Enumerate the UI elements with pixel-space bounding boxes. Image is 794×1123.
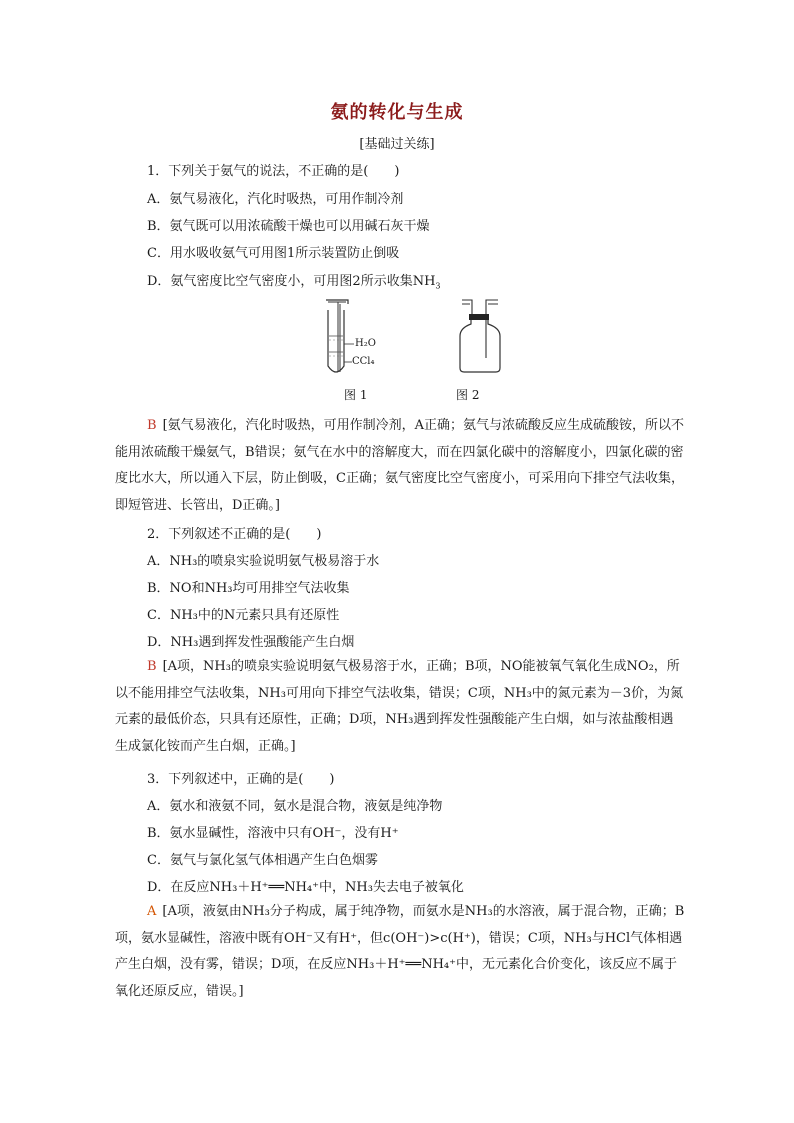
q2-option-c: C．NH₃中的N元素只具有还原性 — [147, 608, 340, 623]
q3-stem: 3．下列叙述中，正确的是( ) — [147, 772, 335, 787]
q3-answer — [115, 899, 685, 1005]
q1-option-a: A．氨气易液化，汽化时吸热，可用作制冷剂 — [147, 192, 404, 207]
page-title: 氨的转化与生成 — [330, 102, 464, 123]
figure-2-gas-bottle — [452, 296, 512, 376]
q2-answer — [115, 654, 685, 760]
q3-option-a: A．氨水和液氨不同，氨水是混合物，液氨是纯净物 — [147, 799, 443, 814]
q3-option-c: C．氨气与氯化氢气体相遇产生白色烟雾 — [147, 853, 378, 868]
q2-stem: 2．下列叙述不正确的是( ) — [147, 527, 322, 542]
q1-option-b: B．氨气既可以用浓硫酸干燥也可以用碱石灰干燥 — [147, 219, 430, 234]
q1-explanation: [氨气易液化，汽化时吸热，可用作制冷剂，A正确；氨气与浓硫酸反应生成硫酸铵，所以不能用浓硫酸干燥氨气，B错误；氨气在水中的溶解度大，而在四氯化碳中的溶解度小，四氯化碳的密度比水大，所以通入下层，防止倒吸，C正确；氨气密度比空气密度小，可采用向下排空气法收集，即短管进、长管出，D正确。] — [115, 418, 685, 513]
q3-explanation: [A项，液氨由NH₃分子构成，属于纯净物，而氨水是NH₃的水溶液，属于混合物，正确；B项，氨水显碱性，溶液中既有OH⁻又有H⁺，但c(OH⁻)>c(H⁺)，错误；C项，NH₃与HCl气体相遇产生白烟，没有雾，错误；D项，在反应NH₃＋H⁺══NH₄⁺中，无元素化合价变化，该反应不属于氧化还原反应，错误。] — [115, 904, 685, 999]
q2-option-a: A．NH₃的喷泉实验说明氨气极易溶于水 — [147, 554, 380, 569]
q2-option-b: B．NO和NH₃均可用排空气法收集 — [147, 581, 350, 596]
q1-option-d-sub: 3 — [435, 281, 441, 291]
q1-option-d-text: D．氨气密度比空气密度小，可用图2所示收集NH — [147, 274, 436, 289]
q1-stem: 1．下列关于氨气的说法，不正确的是( ) — [147, 164, 400, 179]
q1-option-d — [147, 270, 441, 291]
q3-answer-letter: A — [147, 904, 157, 919]
q2-answer-letter: B — [147, 659, 157, 674]
figure-1-caption: 图 1 — [344, 388, 368, 402]
q1-answer — [115, 413, 685, 519]
q3-option-b: B．氨水显碱性，溶液中只有OH⁻，没有H⁺ — [147, 826, 399, 841]
q3-option-d: D．在反应NH₃＋H⁺══NH₄⁺中，NH₃失去电子被氧化 — [147, 880, 464, 895]
figure-2-caption: 图 2 — [456, 388, 480, 402]
q1-answer-letter: B — [147, 418, 157, 433]
q1-option-c: C．用水吸收氨气可用图1所示装置防止倒吸 — [147, 246, 400, 261]
section-heading: [基础过关练] — [359, 137, 435, 152]
q2-explanation: [A项，NH₃的喷泉实验说明氨气极易溶于水，正确；B项，NO能被氧气氧化生成NO₂，所以不能用排空气法收集，NH₃可用向下排空气法收集，错误；C项，NH₃中的氮元素为－3价，为氮元素的最低价态，只具有还原性，正确；D项，NH₃遇到挥发性强酸能产生白烟，如与浓盐酸相遇生成氯化铵而产生白烟，正确。] — [115, 659, 684, 754]
q2-option-d: D．NH₃遇到挥发性强酸能产生白烟 — [147, 635, 355, 650]
figure-1-label-ccl4: CCl₄ — [352, 356, 375, 367]
figure-1-label-h2o: H₂O — [355, 338, 376, 349]
